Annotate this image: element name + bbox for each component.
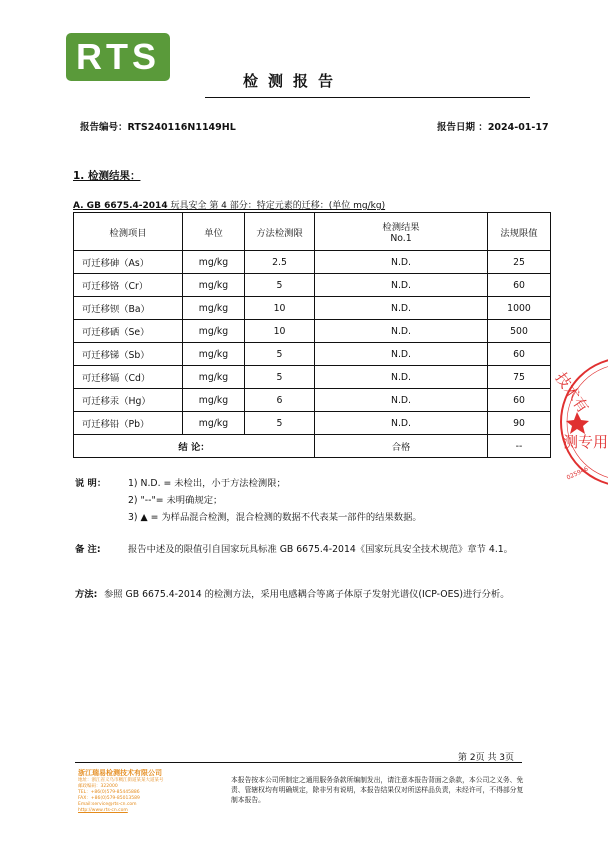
cell-limit: 1000	[488, 297, 551, 320]
cell-limit: 90	[488, 412, 551, 435]
stamp-text-code: 025946	[565, 465, 590, 482]
report-number-label: 报告编号：	[80, 122, 128, 133]
cell-limit: 75	[488, 366, 551, 389]
cell-mdl: 2.5	[245, 251, 315, 274]
method-text: 参照 GB 6675.4-2014 的检测方法，采用电感耦合等离子体原子发射光谱仪(ICP-OES)进行分析。	[104, 589, 510, 600]
cell-mdl: 10	[245, 297, 315, 320]
header-result	[315, 213, 488, 251]
cell-item: 可迁移硒（Se）	[74, 320, 183, 343]
remark-text: 报告中述及的限值引自国家玩具标准 GB 6675.4-2014《国家玩具安全技术规范》章节 4.1。	[128, 544, 513, 555]
stamp-text-top: 技术有	[551, 369, 593, 417]
cell-result: N.D.	[315, 297, 488, 320]
table-row	[74, 297, 551, 320]
cell-mdl: 5	[245, 412, 315, 435]
address-line: FAX：+86(0)579-85013589	[78, 796, 140, 801]
header-limit: 法规限值	[488, 213, 551, 251]
cell-unit: mg/kg	[183, 274, 245, 297]
report-number-value: RTS240116N1149HL	[127, 122, 236, 133]
cell-limit: 25	[488, 251, 551, 274]
explain-note-3: 3) ▲ = 为样品混合检测，混合检测的数据不代表某一部件的结果数据。	[128, 512, 422, 523]
section-subheading	[73, 198, 385, 211]
disclaimer: 本报告按本公司所制定之通用服务条款所编制发出，请注意本报告背面之条款，本公司之义务、免责、管辖权均有明确规定，除非另有说明，本报告结果仅对所送样品负责，未经许可，不得部分复制本报告。	[231, 776, 524, 804]
header-result-title: 检测结果	[382, 222, 420, 233]
cell-unit: mg/kg	[183, 389, 245, 412]
cell-result: N.D.	[315, 251, 488, 274]
cell-unit: mg/kg	[183, 251, 245, 274]
table-row	[74, 389, 551, 412]
page-number: 第 2页 共 3页	[458, 753, 515, 763]
report-number	[80, 119, 236, 133]
header-unit: 单位	[183, 213, 245, 251]
cell-item: 可迁移锑（Sb）	[74, 343, 183, 366]
remark-label: 备 注:	[75, 544, 101, 555]
cell-limit: 60	[488, 389, 551, 412]
cell-item: 可迁移钡（Ba）	[74, 297, 183, 320]
report-date	[437, 119, 549, 133]
stamp-text-middle: 测专用	[563, 433, 608, 451]
table-row	[74, 343, 551, 366]
cell-limit: 500	[488, 320, 551, 343]
title-underline	[205, 97, 530, 98]
table-row	[74, 274, 551, 297]
cell-mdl: 10	[245, 320, 315, 343]
results-table	[73, 212, 551, 458]
conclusion-row	[74, 435, 551, 458]
table-row	[74, 412, 551, 435]
cell-mdl: 5	[245, 274, 315, 297]
cell-result: N.D.	[315, 366, 488, 389]
standard-code: A. GB 6675.4-2014	[73, 201, 168, 211]
cell-unit: mg/kg	[183, 343, 245, 366]
cell-mdl: 6	[245, 389, 315, 412]
address-line: 邮政编码：322000	[78, 784, 118, 789]
conclusion-value: 合格	[315, 435, 488, 458]
cell-unit: mg/kg	[183, 366, 245, 389]
report-title: 检测报告	[243, 72, 344, 90]
explain-note-1: 1) N.D. = 未检出，小于方法检测限；	[128, 478, 286, 489]
address-line: 地址：浙江省义乌市稠江街道某某大道某号	[78, 778, 164, 783]
company-address	[78, 778, 188, 814]
report-date-value: 2024-01-17	[487, 122, 549, 133]
cell-item: 可迁移砷（As）	[74, 251, 183, 274]
conclusion-limit: --	[488, 435, 551, 458]
address-line: Email:service@rts-cn.com	[78, 802, 137, 807]
cell-mdl: 5	[245, 366, 315, 389]
standard-desc: 玩具安全 第 4 部分：特定元素的迁移：(单位 mg/kg)	[167, 201, 386, 211]
cell-result: N.D.	[315, 412, 488, 435]
header-result-sample: No.1	[390, 233, 412, 244]
explain-note-2: 2) "--"= 未明确规定；	[128, 495, 223, 506]
cell-result: N.D.	[315, 320, 488, 343]
conclusion-label-text: 结 论	[178, 442, 201, 453]
company-name: 浙江瑞易检测技术有限公司	[78, 769, 162, 777]
address-line: TEL：+86(0)579-85445886	[78, 790, 140, 795]
address-line: http://www.rts-cn.com	[78, 808, 128, 813]
cell-item: 可迁移镉（Cd）	[74, 366, 183, 389]
header-mdl: 方法检测限	[245, 213, 315, 251]
header-item: 检测项目	[74, 213, 183, 251]
cell-unit: mg/kg	[183, 297, 245, 320]
method-label: 方法:	[75, 589, 98, 600]
footer-divider	[75, 762, 522, 763]
cell-unit: mg/kg	[183, 412, 245, 435]
table-row	[74, 366, 551, 389]
section-heading: 1. 检测结果：	[73, 170, 141, 182]
table-row	[74, 320, 551, 343]
cell-unit: mg/kg	[183, 320, 245, 343]
report-date-label: 报告日期 ：	[437, 122, 488, 133]
cell-item: 可迁移铬（Cr）	[74, 274, 183, 297]
cell-result: N.D.	[315, 274, 488, 297]
cell-limit: 60	[488, 343, 551, 366]
rts-logo: RTS	[66, 33, 170, 81]
conclusion-colon: ：	[200, 442, 210, 453]
explain-label: 说 明：	[75, 478, 107, 489]
conclusion-label	[74, 435, 315, 458]
cell-item: 可迁移汞（Hg）	[74, 389, 183, 412]
table-header-row	[74, 213, 551, 251]
cell-limit: 60	[488, 274, 551, 297]
cell-result: N.D.	[315, 343, 488, 366]
table-row	[74, 251, 551, 274]
cell-result: N.D.	[315, 389, 488, 412]
cell-item: 可迁移铅（Pb）	[74, 412, 183, 435]
cell-mdl: 5	[245, 343, 315, 366]
